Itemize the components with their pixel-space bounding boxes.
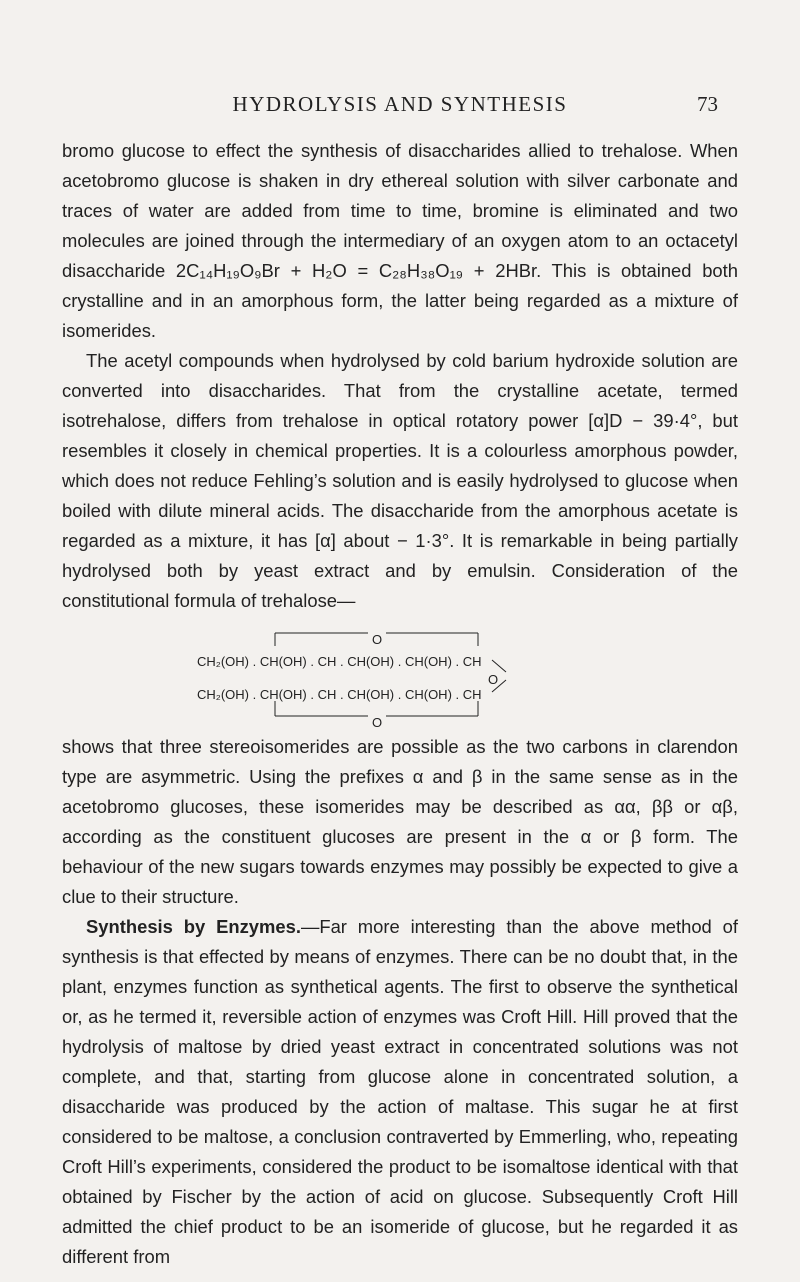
paragraph-3: shows that three stereoisomerides are possible as the two carbons in clarendon type are asymmetric. Using the prefixes α and β in the same sense as in the acetobromo glucoses, these isomerides may be described as αα, ββ or αβ, according as the constituent glucoses are present in the α or β form. The behaviour of the new sugars towards enzymes may possibly be expected to give a clue to their structure. [62,736,738,907]
paragraph-2: The acetyl compounds when hydrolysed by cold barium hydroxide solution are converted into disaccharides. That from the crystalline acetate, termed isotrehalose, differs from trehalose in optical rotatory power [α]D − 39·4°, but resembles it closely in chemical properties. It is a colourless amorphous powder, which does not reduce Fehling’s solution and is easily hydrolysed to glucose when boiled with dilute mineral acids. The disaccharide from the amorphous acetate is regarded as a mixture, it has [α] about − 1·3°. It is remarkable in being partially hydrolysed both by yeast extract and by emulsin. Consideration of the constitutional formula of trehalose— [62,350,738,611]
formula-oxygen-top: O [372,632,383,647]
paragraph-4 [62,912,738,1272]
section-heading: Synthesis by Enzymes. [86,916,301,937]
paragraph-4-text: —Far more interesting than the above method of synthesis is that effected by means of enzymes. There can be no doubt that, in the plant, enzymes function as synthetical agents. The first to observe the synthetical or, as he termed it, reversible action of enzymes was Croft Hill. Hill proved that the hydrolysis of maltose by dried yeast extract in concentrated solutions was not complete, and that, starting from glucose alone in concentrated solution, a disaccharide was produced by the action of maltase. This sugar he at first considered to be maltose, a conclusion contraverted by Emmerling, who, repeating Croft Hill’s experiments, considered the product to be isomaltose identical with that obtained by Fischer by the action of acid on glucose. Subsequently Croft Hill admitted the chief product to be an isomeride of glucose, but he regarded it as different from [62,916,738,1267]
trehalose-formula [62,622,738,728]
formula-line-1: CH₂(OH) . CH(OH) . CH . CH(OH) . CH(OH) . CH [197,654,482,669]
page-header [0,92,800,122]
paragraph-1: bromo glucose to effect the synthesis of disaccharides allied to trehalose. When acetobromo glucose is shaken in dry ethereal solution with silver carbonate and traces of water are added from time to time, bromine is eliminated and two molecules are joined through the intermediary of an oxygen atom to an octacetyl disaccharide 2C₁₄H₁₉O₉Br + H₂O = C₂₈H₃₈O₁₉ + 2HBr. This is obtained both crystalline and in an amorphous form, the latter being regarded as a mixture of isomerides. [62,140,738,341]
formula-oxygen-bottom: O [372,715,383,730]
formula-oxygen-side: O [488,672,499,687]
page-number: 73 [697,92,718,116]
body-text [62,136,738,1272]
formula-line-2: CH₂(OH) . CH(OH) . CH . CH(OH) . CH(OH) . CH [197,687,482,702]
running-head: HYDROLYSIS AND SYNTHESIS [232,92,568,116]
